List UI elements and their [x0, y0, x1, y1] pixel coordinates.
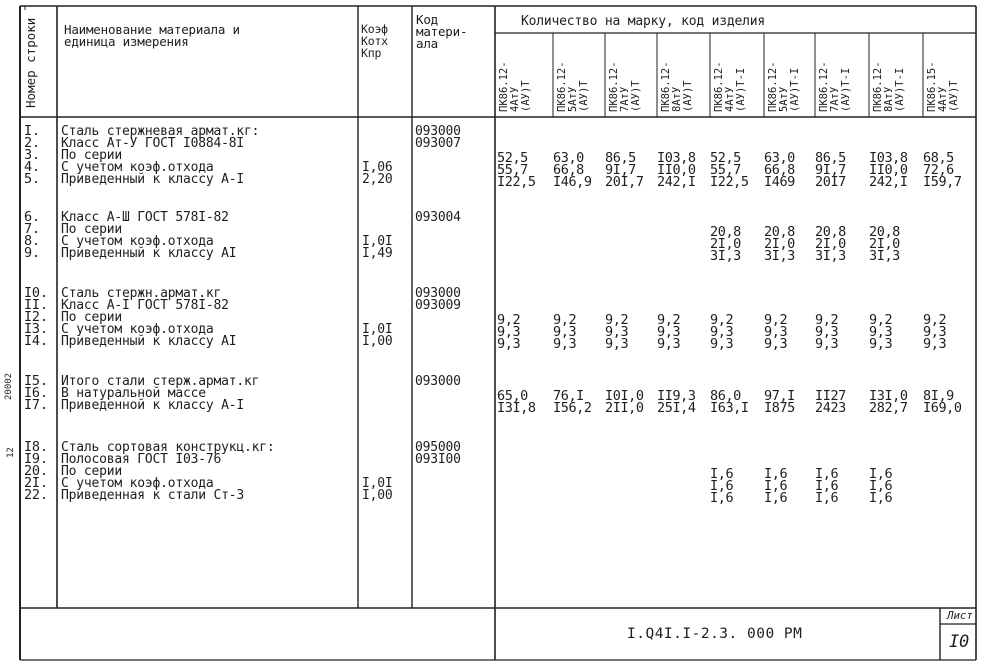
- header-row-number: Номер строки: [23, 17, 38, 108]
- material-name: С учетом коэф.отхода: [61, 234, 214, 249]
- product-header-2-line-3: (АУ)Т: [578, 80, 590, 112]
- quantity-value: I46,9: [553, 174, 592, 190]
- quantity-value: 9,2: [710, 312, 734, 328]
- document-designation: I.Q4I.I-2.3. 000 PM: [627, 626, 803, 642]
- material-name: Класс Ат-У ГОСТ I0884-8I: [61, 136, 245, 151]
- product-header-2-line-2: 5АтУ: [567, 86, 579, 112]
- quantity-value: 86,0: [710, 388, 741, 404]
- product-header-7-line-3: (АУ)Т-I: [840, 67, 852, 112]
- row-number: I0.: [24, 285, 48, 301]
- quantity-value: I03,8: [869, 150, 908, 166]
- quantity-value: 2I,0: [869, 236, 900, 252]
- row-number: 2.: [24, 135, 40, 151]
- quantity-value: I,6: [764, 490, 788, 506]
- quantity-value: 9,2: [764, 312, 788, 328]
- row-number: I5.: [24, 373, 48, 389]
- product-header-8-line-3: (АУ)Т-I: [894, 67, 906, 112]
- header-coef-line-3: Кпр: [361, 46, 382, 60]
- header-code-line-1: Код: [416, 12, 438, 27]
- material-name: По серии: [61, 222, 123, 237]
- material-name: С учетом коэф.отхода: [61, 322, 214, 337]
- product-header-2-line-1: ПК86.12-: [556, 61, 568, 112]
- quantity-value: I3I,0: [869, 388, 908, 404]
- material-code: 093009: [415, 298, 461, 313]
- quantity-value: 9,3: [815, 336, 839, 352]
- quantity-value: I22,5: [497, 174, 536, 190]
- quantity-value: 9,3: [764, 324, 788, 340]
- product-header-4-line-3: (АУ)Т: [682, 80, 694, 112]
- quantity-value: 9,3: [605, 324, 629, 340]
- quantity-value: 9,3: [657, 336, 681, 352]
- quantity-value: 9,2: [553, 312, 577, 328]
- material-name: По серии: [61, 310, 123, 325]
- product-header-9-line-3: (АУ)Т: [948, 80, 960, 112]
- coefficient: I,00: [362, 488, 393, 503]
- quantity-value: 9,3: [553, 336, 577, 352]
- product-header-1-line-2: 4АтУ: [509, 86, 521, 112]
- product-header-7-line-1: ПК86.12-: [818, 61, 830, 112]
- quantity-value: 9,3: [764, 336, 788, 352]
- product-header-1-line-1: ПК86.12-: [498, 61, 510, 112]
- quantity-value: 76,I: [553, 388, 584, 404]
- quantity-value: I469: [764, 174, 795, 190]
- product-header-6-line-2: 5АтУ: [778, 86, 790, 112]
- quantity-value: 55,7: [497, 162, 528, 178]
- header-quantity: Количество на марку, код изделия: [521, 14, 766, 29]
- quantity-value: 242,I: [657, 174, 696, 190]
- quantity-value: 242,I: [869, 174, 908, 190]
- coefficient: I,06: [362, 160, 393, 175]
- quantity-value: II27: [815, 388, 846, 404]
- quantity-value: 20,8: [710, 224, 741, 240]
- quantity-value: 9,3: [923, 336, 947, 352]
- product-header-3-line-3: (АУ)Т: [630, 80, 642, 112]
- quantity-value: 9,2: [497, 312, 521, 328]
- quantity-value: 2II,0: [605, 400, 644, 416]
- row-number: I4.: [24, 333, 48, 349]
- row-number: I8.: [24, 439, 48, 455]
- quantity-value: I,6: [869, 478, 893, 494]
- quantity-value: 2423: [815, 400, 846, 416]
- quantity-value: 9,3: [869, 324, 893, 340]
- quantity-value: 20,8: [815, 224, 846, 240]
- product-header-8-line-2: 8АтУ: [883, 86, 895, 112]
- material-name: Итого стали стерж.армат.кг: [61, 374, 260, 389]
- quantity-value: 9,3: [815, 324, 839, 340]
- material-name: Сталь стержн.армат.кг: [61, 286, 222, 301]
- quantity-value: I03,8: [657, 150, 696, 166]
- quantity-value: II0,0: [657, 162, 696, 178]
- quantity-value: I69,0: [923, 400, 962, 416]
- material-name: Сталь сортовая конструкц.кг:: [61, 440, 275, 455]
- material-name: Класс А-I ГОСТ 578I-82: [61, 298, 229, 313]
- header-coef-line-1: Коэф: [361, 22, 388, 36]
- quantity-value: I,6: [815, 490, 839, 506]
- coefficient: I,0I: [362, 476, 393, 491]
- quantity-value: 9,3: [869, 336, 893, 352]
- quantity-value: I,6: [710, 478, 734, 494]
- material-name: С учетом коэф.отхода: [61, 476, 214, 491]
- quantity-value: 9,3: [497, 336, 521, 352]
- quantity-value: 63,0: [764, 150, 795, 166]
- quantity-value: 9,2: [657, 312, 681, 328]
- row-number: 3.: [24, 147, 40, 163]
- quantity-value: 52,5: [710, 150, 741, 166]
- row-number: II.: [24, 297, 48, 313]
- quantity-value: I,6: [710, 490, 734, 506]
- product-header-6-line-3: (АУ)Т-I: [789, 67, 801, 112]
- quantity-value: 8I,9: [923, 388, 954, 404]
- product-header-5-line-2: 4АтУ: [724, 86, 736, 112]
- product-header-7-line-2: 7АтУ: [829, 86, 841, 112]
- quantity-value: 9,2: [815, 312, 839, 328]
- quantity-value: I22,5: [710, 174, 749, 190]
- material-code: 095000: [415, 440, 461, 455]
- quantity-value: I,6: [869, 466, 893, 482]
- header-material-line-2: единица измерения: [64, 34, 189, 49]
- sheet-label: Лист: [947, 609, 973, 622]
- quantity-value: I,6: [764, 466, 788, 482]
- quantity-value: 3I,3: [869, 248, 900, 264]
- quantity-value: 52,5: [497, 150, 528, 166]
- product-header-6-line-1: ПК86.12-: [767, 61, 779, 112]
- row-number: 22.: [24, 487, 48, 503]
- material-name: С учетом коэф.отхода: [61, 160, 214, 175]
- row-number: 7.: [24, 221, 40, 237]
- product-header-9-line-2: 4АтУ: [937, 86, 949, 112]
- quantity-value: 9,3: [923, 324, 947, 340]
- row-number: I9.: [24, 451, 48, 467]
- quantity-value: 9,3: [553, 324, 577, 340]
- product-header-4-line-2: 8АтУ: [671, 86, 683, 112]
- material-code: 093I00: [415, 452, 461, 467]
- quantity-value: 9,3: [710, 336, 734, 352]
- quantity-value: 20,8: [869, 224, 900, 240]
- row-number: I6.: [24, 385, 48, 401]
- quantity-value: 72,6: [923, 162, 954, 178]
- quantity-value: I,6: [869, 490, 893, 506]
- row-number: 4.: [24, 159, 40, 175]
- row-number: 9.: [24, 245, 40, 261]
- material-code: 093004: [415, 210, 461, 225]
- quantity-value: 66,8: [764, 162, 795, 178]
- quantity-value: 86,5: [815, 150, 846, 166]
- quantity-value: 282,7: [869, 400, 908, 416]
- product-header-8-line-1: ПК86.12-: [872, 61, 884, 112]
- quantity-value: 86,5: [605, 150, 636, 166]
- quantity-value: I,6: [764, 478, 788, 494]
- row-number: I3.: [24, 321, 48, 337]
- quantity-value: 3I,3: [764, 248, 795, 264]
- material-name: Сталь стержневая армат.кг:: [61, 124, 260, 139]
- material-name: Приведенной к классу А-I: [61, 398, 245, 413]
- quantity-value: II0,0: [869, 162, 908, 178]
- product-header-3-line-1: ПК86.12-: [608, 61, 620, 112]
- material-name: Приведенный к классу АI: [61, 334, 237, 349]
- quantity-value: I59,7: [923, 174, 962, 190]
- product-header-1-line-3: (АУ)Т: [520, 80, 532, 112]
- material-code: 093000: [415, 286, 461, 301]
- row-number: 2I.: [24, 475, 48, 491]
- quantity-value: 20I,7: [605, 174, 644, 190]
- row-number: I.: [24, 123, 40, 139]
- row-number: I7.: [24, 397, 48, 413]
- quantity-value: I0I,0: [605, 388, 644, 404]
- quantity-value: 97,I: [764, 388, 795, 404]
- row-number: 8.: [24, 233, 40, 249]
- coefficient: I,0I: [362, 322, 393, 337]
- quantity-value: 9,3: [657, 324, 681, 340]
- quantity-value: II9,3: [657, 388, 696, 404]
- coefficient: I,00: [362, 334, 393, 349]
- material-name: В натуральной массе: [61, 386, 206, 401]
- header-material-line-1: Наименование материала и: [64, 22, 240, 37]
- margin-mark: 12: [6, 447, 16, 458]
- material-name: Приведенная к стали Ст-3: [61, 488, 245, 503]
- material-name: Приведенный к классу АI: [61, 246, 237, 261]
- quantity-value: I,6: [815, 466, 839, 482]
- quantity-value: I,6: [710, 466, 734, 482]
- quantity-value: 20I7: [815, 174, 846, 190]
- quantity-value: 9I,7: [815, 162, 846, 178]
- quantity-value: I875: [764, 400, 795, 416]
- material-name: По серии: [61, 464, 123, 479]
- material-code: 093000: [415, 124, 461, 139]
- quantity-value: 2I,0: [764, 236, 795, 252]
- quantity-value: 2I,0: [710, 236, 741, 252]
- quantity-value: 3I,3: [710, 248, 741, 264]
- quantity-value: 25I,4: [657, 400, 696, 416]
- material-name: Приведенный к классу А-I: [61, 172, 245, 187]
- sheet-number: I0: [949, 632, 970, 652]
- material-name: Полосовая ГОСТ I03-76: [61, 452, 222, 467]
- margin-archive-number: 20002: [4, 372, 14, 400]
- header-code-line-3: ала: [416, 36, 438, 51]
- row-number: 6.: [24, 209, 40, 225]
- coefficient: I,0I: [362, 234, 393, 249]
- material-code: 093000: [415, 374, 461, 389]
- product-header-9-line-1: ПК86.15-: [926, 61, 938, 112]
- quantity-value: 9I,7: [605, 162, 636, 178]
- row-number: 5.: [24, 171, 40, 187]
- material-code: 093007: [415, 136, 461, 151]
- quantity-value: 9,2: [605, 312, 629, 328]
- quantity-value: I3I,8: [497, 400, 536, 416]
- quantity-value: 9,3: [710, 324, 734, 340]
- quantity-value: I63,I: [710, 400, 749, 416]
- product-header-4-line-1: ПК86.12-: [660, 61, 672, 112]
- quantity-value: 65,0: [497, 388, 528, 404]
- quantity-value: 9,3: [605, 336, 629, 352]
- material-name: Класс А-Ш ГОСТ 578I-82: [61, 210, 229, 225]
- quantity-value: 9,2: [869, 312, 893, 328]
- row-number: 20.: [24, 463, 48, 479]
- quantity-value: 2I,0: [815, 236, 846, 252]
- header-code-line-2: матери-: [416, 24, 468, 39]
- material-name: По серии: [61, 148, 123, 163]
- header-coef-line-2: Котх: [361, 34, 388, 48]
- product-header-3-line-2: 7АтУ: [619, 86, 631, 112]
- quantity-value: 9,3: [497, 324, 521, 340]
- product-header-5-line-3: (АУ)Т-I: [735, 67, 747, 112]
- quantity-value: 55,7: [710, 162, 741, 178]
- product-header-5-line-1: ПК86.12-: [713, 61, 725, 112]
- quantity-value: 9,2: [923, 312, 947, 328]
- coefficient: I,49: [362, 246, 393, 261]
- quantity-value: 63,0: [553, 150, 584, 166]
- quantity-value: 68,5: [923, 150, 954, 166]
- quantity-value: I56,2: [553, 400, 592, 416]
- coefficient: 2,20: [362, 172, 393, 187]
- quantity-value: 3I,3: [815, 248, 846, 264]
- quantity-value: 20,8: [764, 224, 795, 240]
- quantity-value: 66,8: [553, 162, 584, 178]
- row-number: I2.: [24, 309, 48, 325]
- quantity-value: I,6: [815, 478, 839, 494]
